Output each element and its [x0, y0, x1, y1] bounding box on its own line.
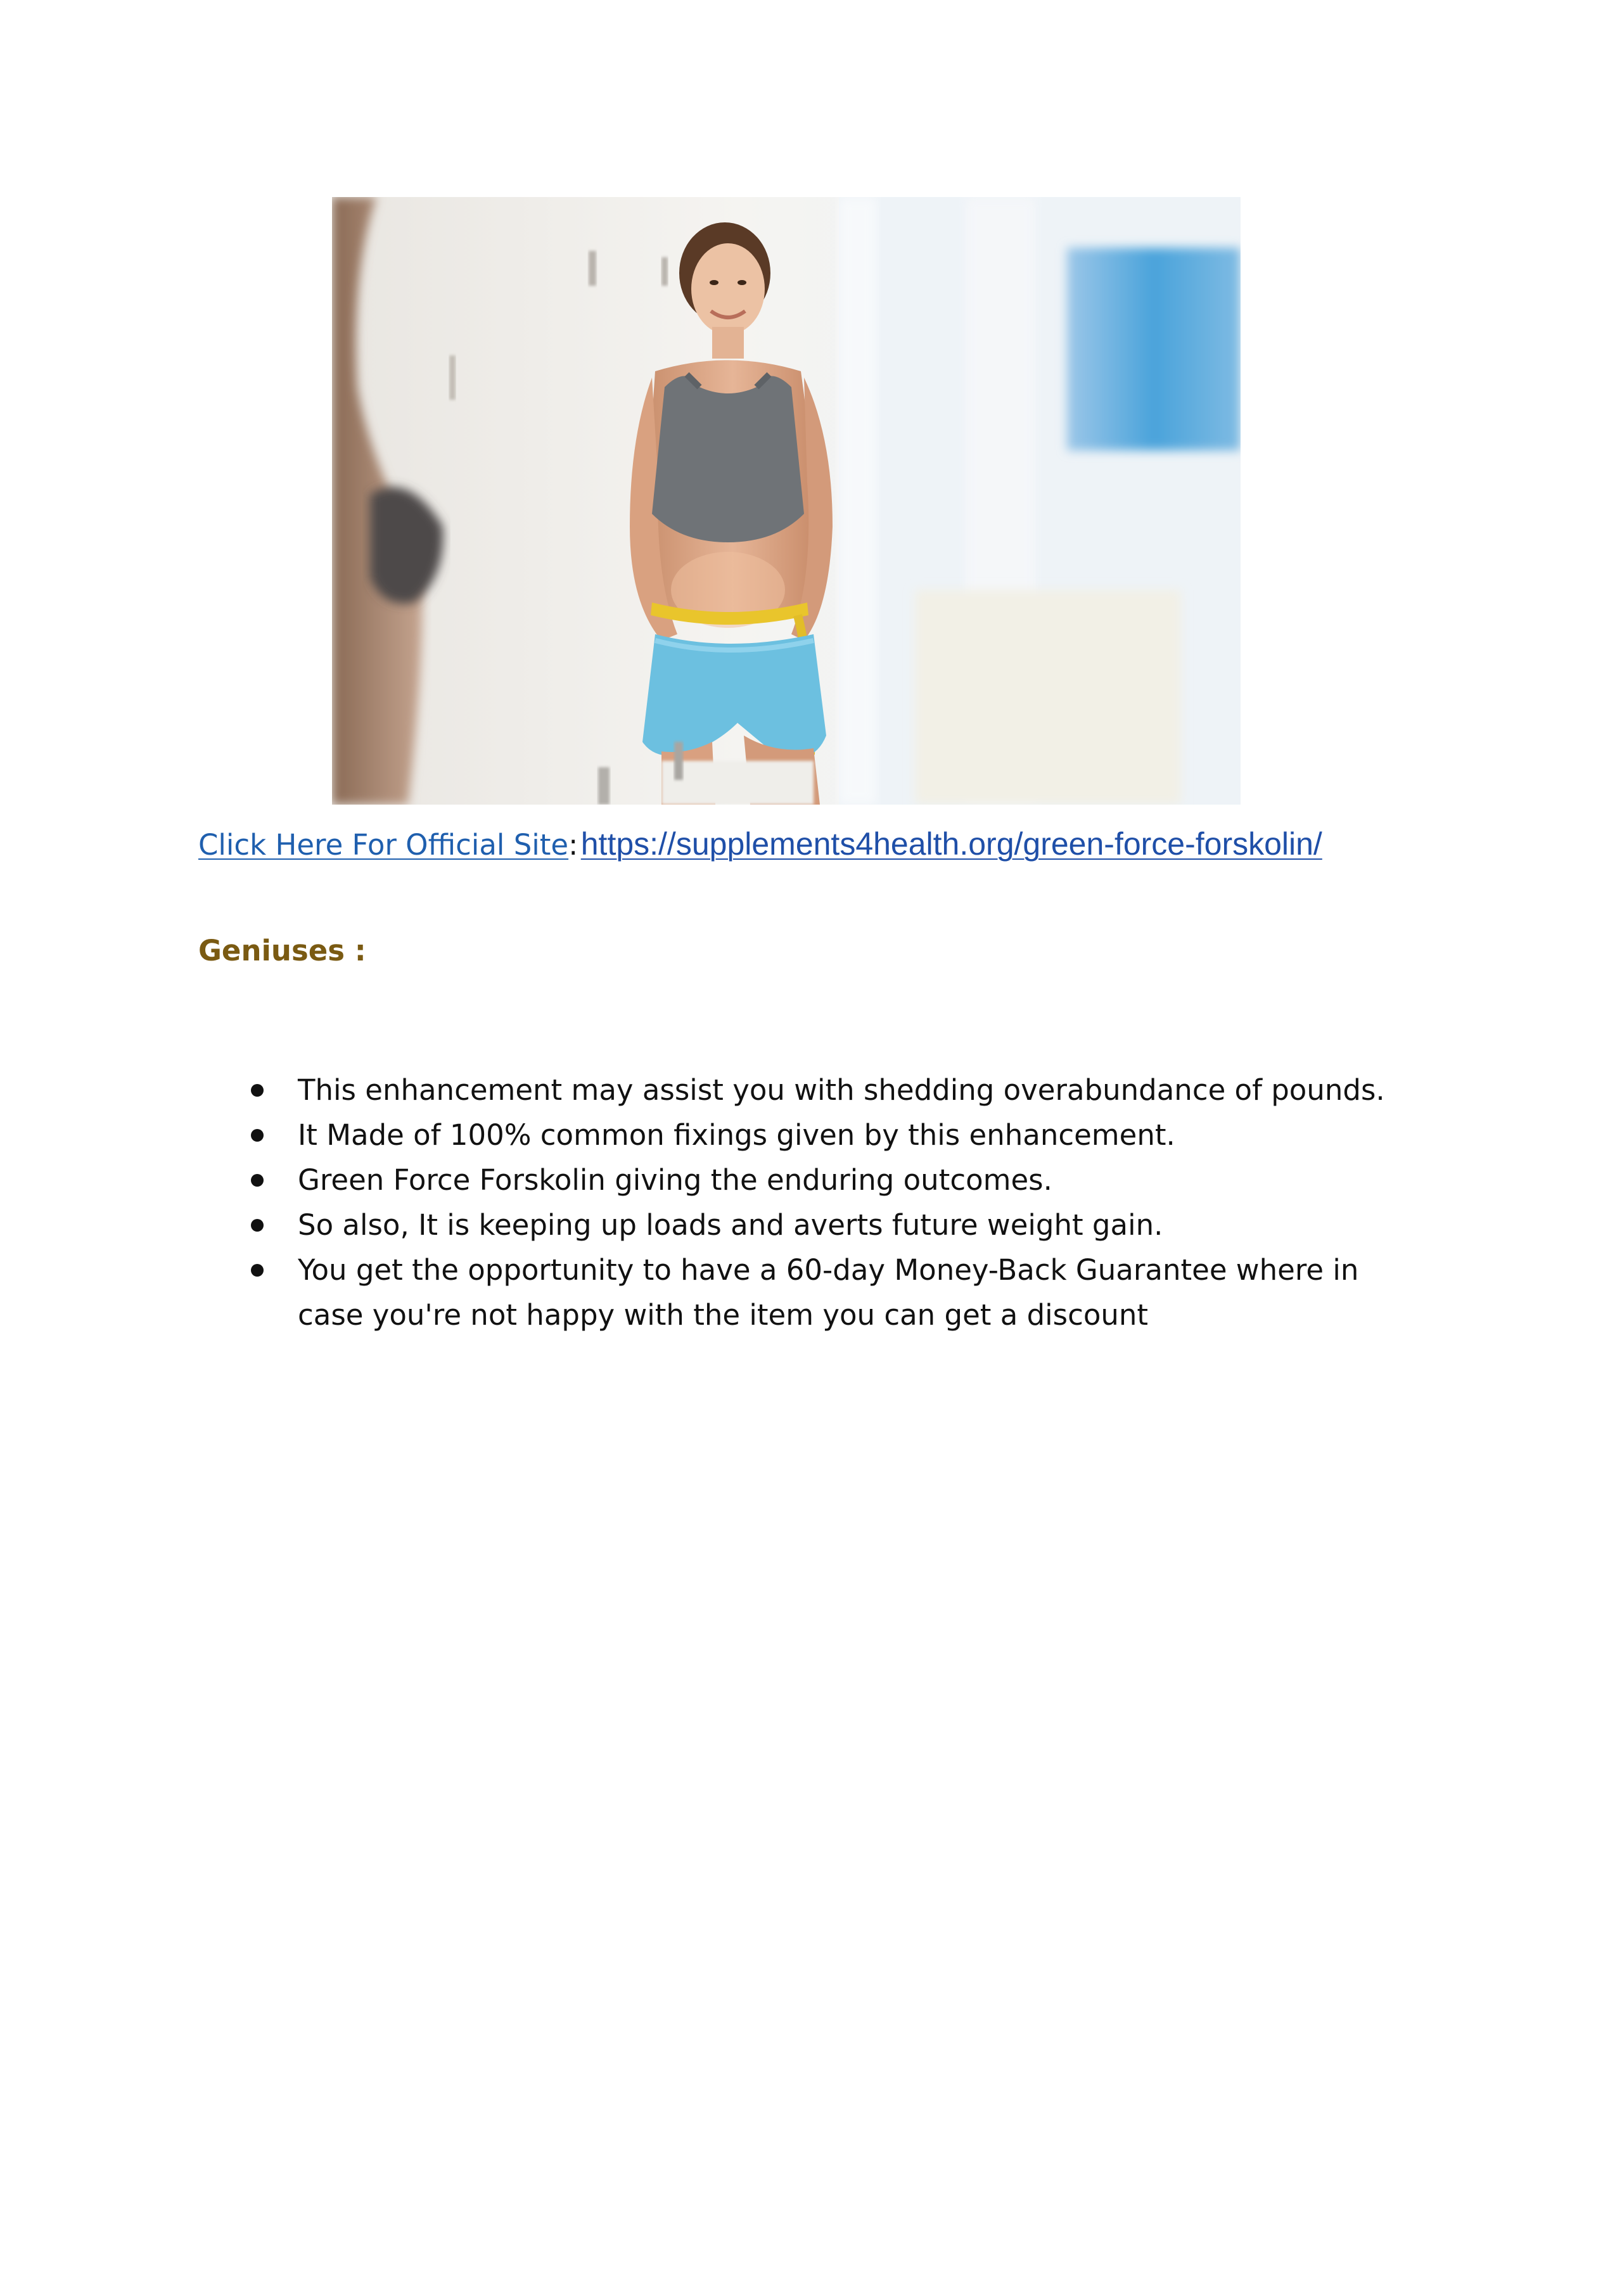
official-site-link[interactable]: Click Here For Official Site	[198, 828, 569, 862]
bullet-icon	[251, 1084, 264, 1097]
woman-measuring-waist-photo	[332, 197, 1241, 805]
bullet-icon	[251, 1129, 264, 1142]
geniuses-heading: Geniuses :	[198, 934, 366, 967]
list-item	[0, 1068, 1413, 1113]
official-site-url-link[interactable]: https://supplements4health.org/green-force-forskolin/	[580, 826, 1322, 862]
list-item-text: It Made of 100% common fixings given by this enhancement.	[298, 1118, 1175, 1152]
list-item	[0, 1202, 1413, 1247]
benefits-list	[0, 1068, 1622, 1337]
list-item-text: This enhancement may assist you with shedding overabundance of pounds.	[298, 1073, 1385, 1107]
list-item	[0, 1247, 1413, 1337]
list-item-text: Green Force Forskolin giving the enduring outcomes.	[298, 1163, 1052, 1197]
link-separator: :	[568, 828, 578, 862]
list-item	[0, 1113, 1413, 1158]
official-site-link-line	[198, 825, 1322, 863]
bullet-icon	[251, 1264, 264, 1277]
list-item	[0, 1158, 1413, 1202]
bullet-icon	[251, 1219, 264, 1232]
list-item-text: So also, It is keeping up loads and averts future weight gain.	[298, 1208, 1163, 1242]
bullet-icon	[251, 1174, 264, 1187]
list-item-text: You get the opportunity to have a 60-day Money-Back Guarantee where in case you're not happy with the item you can get a discount	[298, 1253, 1359, 1332]
